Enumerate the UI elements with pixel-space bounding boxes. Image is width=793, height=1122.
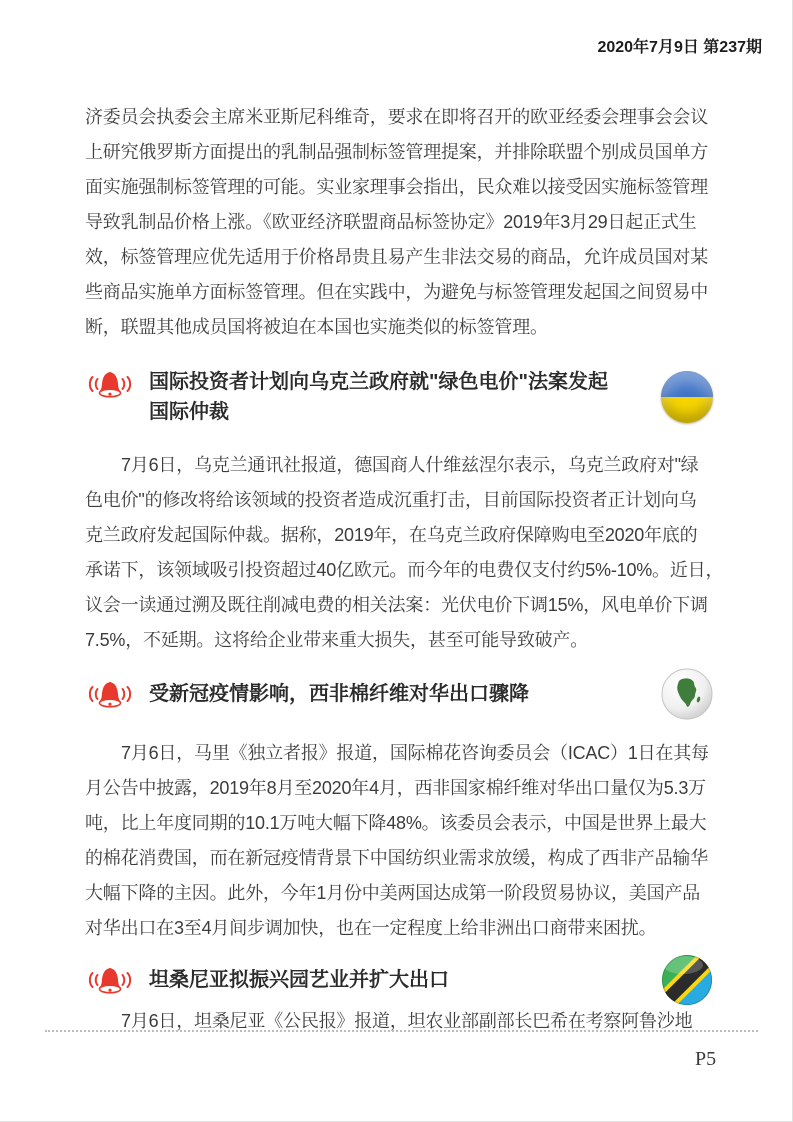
section-heading-west-africa [85,668,713,720]
text-line: 7.5%，不延期。这将给企业带来重大损失，甚至可能导致破产。 [85,630,589,650]
section-title-line: 国际仲裁 [149,401,229,423]
section-title [149,965,449,995]
ukraine-flag-icon [661,371,713,423]
text-line: 7月6日，马里《独立者报》报道，国际棉花咨询委员会（ICAC）1日在其每 [121,743,709,763]
section-paragraph-ukraine [85,448,724,658]
text-line: 对华出口在3至4月间步调加快，也在一定程度上给非洲出口商带来困扰。 [85,918,657,938]
alarm-bell-icon [85,367,135,401]
text-line: 导致乳制品价格上涨。《欧亚经济联盟商品标签协定》2019年3月29日起正式生 [85,212,697,232]
page-number: P5 [695,1048,717,1070]
section-title-line: 受新冠疫情影响，西非棉纤维对华出口骤降 [149,683,529,705]
text-line: 议会一读通过溯及既往削减电费的相关法案：光伏电价下调15%，风电单价下调 [85,595,708,615]
text-line: 承诺下，该领域吸引投资超过40亿欧元。而今年的电费仅支付约5%-10%。近日， [85,560,724,580]
section-title [149,367,608,427]
section-title-line: 国际投资者计划向乌克兰政府就"绿色电价"法案发起 [149,371,608,393]
section-paragraph-west-africa [85,736,713,946]
footer-dotted-separator [45,1030,758,1032]
section-heading-tanzania [85,954,713,1006]
alarm-bell-icon [85,677,135,711]
section-paragraph-tanzania [85,1004,713,1039]
text-line: 7月6日，坦桑尼亚《公民报》报道，坦农业部副部长巴希在考察阿鲁沙地 [121,1011,693,1031]
page-content [85,100,724,1039]
section-title-line: 坦桑尼亚拟振兴园艺业并扩大出口 [149,969,449,991]
section-heading-ukraine [85,367,713,427]
text-line: 断，联盟其他成员国将被迫在本国也实施类似的标签管理。 [85,317,548,337]
text-line: 吨，比上年度同期的10.1万吨大幅下降48%。该委员会表示，中国是世界上最大 [85,813,707,833]
text-line: 效，标签管理应优先适用于价格昂贵且易产生非法交易的商品，允许成员国对某 [85,247,708,267]
text-line: 些商品实施单方面标签管理。但在实践中，为避免与标签管理发起国之间贸易中 [85,282,708,302]
alarm-bell-icon [85,963,135,997]
africa-globe-icon [661,668,713,720]
intro-paragraph [85,100,713,345]
text-line: 大幅下降的主因。此外，今年1月份中美两国达成第一阶段贸易协议，美国产品 [85,883,701,903]
text-line: 7月6日，乌克兰通讯社报道，德国商人什维兹涅尔表示，乌克兰政府对"绿 [121,455,699,475]
section-title [149,679,529,709]
text-line: 月公告中披露，2019年8月至2020年4月，西非国家棉纤维对华出口量仅为5.3万 [85,778,706,798]
issue-date-header: 2020年7月9日 第237期 [597,39,762,56]
text-line: 的棉花消费国，而在新冠疫情背景下中国纺织业需求放缓，构成了西非产品输华 [85,848,708,868]
tanzania-flag-icon [661,954,713,1006]
text-line: 面实施强制标签管理的可能。实业家理事会指出，民众难以接受因实施标签管理 [85,177,708,197]
text-line: 济委员会执委会主席米亚斯尼科维奇，要求在即将召开的欧亚经委会理事会会议 [85,107,708,127]
text-line: 克兰政府发起国际仲裁。据称，2019年，在乌克兰政府保障购电至2020年底的 [85,525,698,545]
text-line: 上研究俄罗斯方面提出的乳制品强制标签管理提案，并排除联盟个别成员国单方 [85,142,708,162]
text-line: 色电价"的修改将给该领域的投资者造成沉重打击，目前国际投资者正计划向乌 [85,490,697,510]
